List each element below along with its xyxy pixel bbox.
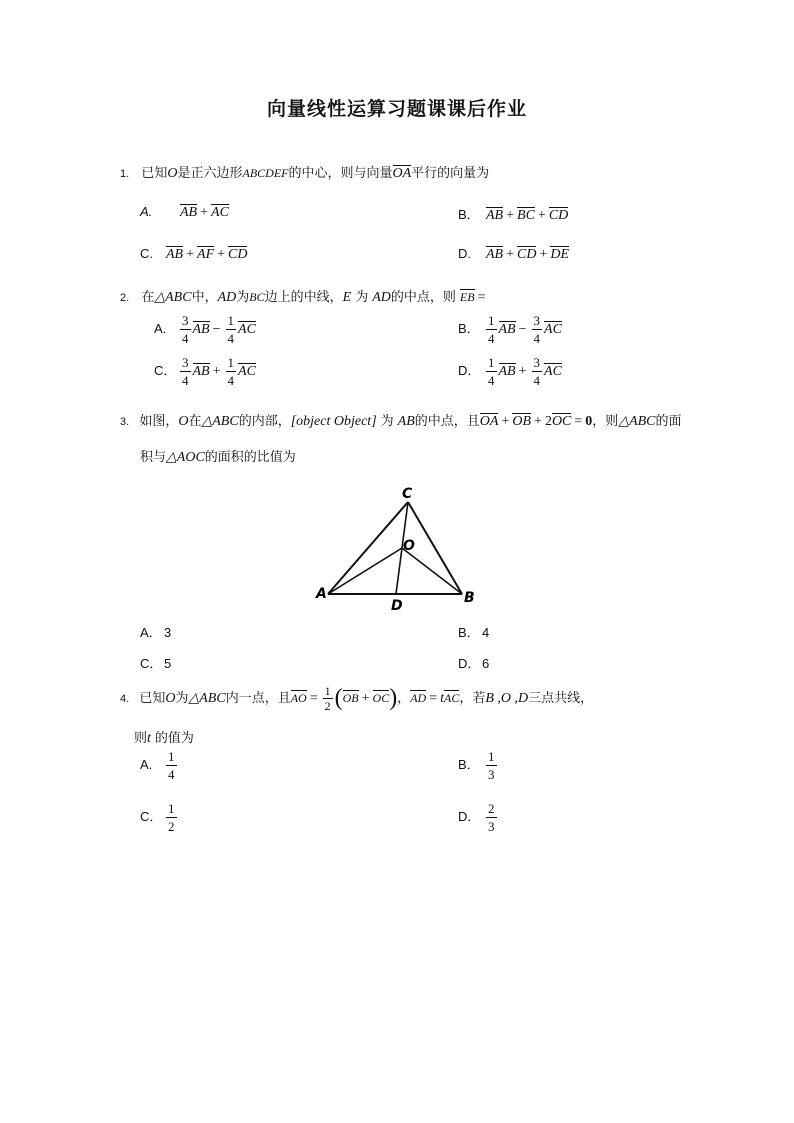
option-label: D． — [458, 656, 481, 671]
fraction — [486, 354, 497, 389]
math-var: B ,O ,D — [485, 691, 529, 706]
option-value: 6 — [482, 656, 490, 671]
left-paren: ( — [334, 685, 343, 711]
denominator: 4 — [168, 767, 175, 782]
vector: AC — [444, 691, 460, 705]
option-label: A. — [154, 321, 167, 336]
math-var: △ABC — [154, 290, 192, 305]
option-label: D． — [458, 363, 481, 378]
segment-ao — [328, 548, 402, 594]
vector: AB — [166, 247, 184, 262]
denominator: 3 — [488, 767, 495, 782]
denominator: 4 — [227, 331, 235, 346]
question-4-stem-line-2 — [134, 727, 194, 747]
vector: AC — [544, 364, 562, 379]
option-label: C. — [140, 246, 153, 261]
stem-text: 已知 — [141, 166, 168, 181]
question-1-option-b — [458, 204, 568, 224]
stem-text: 为 — [175, 691, 189, 706]
fraction — [180, 354, 191, 389]
vector: BC — [517, 208, 535, 223]
fraction — [180, 312, 191, 347]
stem-text: 积与 — [140, 450, 167, 465]
denominator: 4 — [488, 373, 495, 388]
numerator: 1 — [488, 313, 495, 328]
label-point-c: C — [402, 486, 413, 502]
numerator: 1 — [168, 749, 175, 764]
vector: OA — [392, 166, 412, 181]
option-label: B． — [458, 757, 480, 772]
question-1-option-d — [458, 246, 569, 263]
operator: = — [429, 691, 438, 706]
denominator: 4 — [227, 373, 235, 388]
math-var: t — [147, 731, 151, 746]
option-label: A. — [140, 204, 153, 219]
stem-text: 在 — [188, 414, 202, 429]
vector: AC — [544, 322, 562, 337]
numerator: 1 — [488, 355, 495, 370]
vector: AB — [498, 364, 516, 379]
denominator: 2 — [324, 699, 331, 713]
segment-ob — [402, 548, 462, 594]
question-1-stem — [120, 162, 489, 182]
operator: − — [212, 322, 221, 337]
option-value: 4 — [482, 625, 490, 640]
fraction — [486, 748, 497, 783]
option-label: A. — [140, 757, 153, 772]
stem-text: ，则 — [592, 414, 619, 429]
math-var: O — [165, 691, 176, 706]
math-var: O — [167, 166, 178, 181]
math-var: [object Object] — [290, 414, 377, 429]
denominator: 4 — [182, 373, 189, 388]
vector: CD — [517, 247, 537, 262]
operator: = — [574, 414, 583, 429]
option-label: D. — [458, 246, 471, 261]
question-2-stem — [120, 286, 488, 306]
stem-text: 中， — [191, 290, 218, 305]
stem-text: 边上的中线， — [264, 290, 343, 305]
vector: OA — [479, 414, 499, 429]
question-4-option-c — [140, 800, 179, 835]
question-3-option-d — [458, 653, 489, 672]
stem-text: 平行的向量为 — [411, 166, 490, 181]
denominator: 3 — [488, 819, 495, 834]
operator: + — [501, 414, 510, 429]
math-var: △ABC — [201, 414, 239, 429]
option-value: 3 — [164, 625, 172, 640]
triangle-figure — [300, 480, 500, 620]
zero-vector: 0 — [585, 414, 593, 429]
stem-text: 在 — [141, 290, 155, 305]
option-label: B． — [458, 207, 480, 222]
math-var: t — [440, 691, 445, 706]
operator: + — [217, 247, 226, 262]
vector: AB — [498, 322, 516, 337]
vector: AB — [486, 208, 504, 223]
stem-text: 为 — [380, 414, 394, 429]
vector: EB — [459, 290, 475, 304]
vector: OB — [512, 414, 532, 429]
vector: OC — [372, 691, 390, 705]
math-var: BC — [249, 290, 265, 304]
math-var: △ABC — [188, 691, 226, 706]
numerator: 1 — [227, 355, 235, 370]
segment-bc — [408, 502, 462, 594]
option-label: C． — [140, 656, 163, 671]
vector: OC — [551, 414, 572, 429]
question-4-option-b — [458, 748, 499, 783]
math-var: AD — [372, 290, 391, 305]
stem-text: 的中点，则 — [390, 290, 456, 305]
vector: AC — [238, 364, 256, 379]
fraction — [166, 800, 177, 835]
math-var: ABCDEF — [242, 166, 289, 180]
option-value: 5 — [164, 656, 172, 671]
stem-text: 的面积的比值为 — [204, 450, 296, 465]
math-var: AD — [217, 290, 237, 305]
vector: AC — [238, 322, 256, 337]
question-3-option-c — [140, 653, 171, 672]
stem-text: 是正六边形 — [177, 166, 243, 181]
stem-text: 如图， — [139, 414, 179, 429]
stem-text: 为 — [355, 290, 369, 305]
operator: + — [518, 364, 527, 379]
question-3-option-b — [458, 622, 489, 641]
fraction — [486, 800, 497, 835]
question-4-option-a — [140, 748, 179, 783]
vector: AB — [192, 322, 210, 337]
question-number: 3. — [120, 416, 130, 428]
vector: OB — [342, 691, 359, 705]
label-point-b: B — [464, 590, 475, 606]
denominator: 4 — [182, 331, 189, 346]
numerator: 3 — [533, 355, 541, 370]
option-label: D． — [458, 809, 481, 824]
segment-ac — [328, 502, 408, 594]
stem-text: 为 — [236, 290, 250, 305]
denominator: 4 — [488, 331, 495, 346]
math-var: O — [178, 414, 189, 429]
operator: + — [506, 208, 515, 223]
stem-text: ， — [397, 691, 411, 706]
operator: = — [309, 691, 318, 706]
operator: + — [361, 691, 370, 706]
question-3-stem — [120, 410, 682, 430]
stem-text: 已知 — [139, 691, 166, 706]
vector: AF — [197, 247, 215, 262]
right-paren: ) — [389, 685, 398, 711]
numerator: 3 — [182, 355, 189, 370]
question-3-option-a — [140, 622, 171, 641]
operator: + — [539, 247, 548, 262]
fraction — [226, 312, 237, 347]
vector: AD — [410, 691, 427, 705]
operator: = — [477, 290, 486, 305]
denominator: 2 — [168, 819, 175, 834]
stem-text: 的中点，且 — [414, 414, 480, 429]
stem-text: 的内部， — [238, 414, 291, 429]
vector: CD — [228, 247, 248, 262]
fraction — [486, 312, 497, 347]
option-label: C． — [154, 363, 177, 378]
numerator: 1 — [324, 684, 331, 698]
stem-text: 的值为 — [154, 731, 194, 746]
operator: + — [506, 247, 515, 262]
option-label: C． — [140, 809, 163, 824]
fraction — [323, 684, 333, 713]
vector: AB — [192, 364, 210, 379]
numerator: 3 — [533, 313, 541, 328]
question-2-option-b — [458, 312, 562, 347]
operator: + — [534, 414, 542, 429]
stem-text: 的面 — [655, 414, 682, 429]
operator: − — [518, 322, 527, 337]
vector: DE — [550, 247, 570, 262]
label-point-d: D — [391, 598, 403, 614]
fraction — [532, 312, 543, 347]
question-1-option-c — [140, 246, 247, 263]
question-number: 4. — [120, 693, 130, 705]
fraction — [166, 748, 177, 783]
stem-text: 内一点，且 — [225, 691, 291, 706]
fraction — [532, 354, 543, 389]
stem-text: 则 — [134, 731, 148, 746]
numerator: 3 — [182, 313, 189, 328]
vector: CD — [548, 208, 569, 223]
option-label: B． — [458, 321, 480, 336]
math-var: E — [342, 290, 352, 305]
numerator: 1 — [488, 749, 495, 764]
numerator: 1 — [227, 313, 235, 328]
question-1-option-a — [140, 204, 229, 221]
question-4-option-d — [458, 800, 499, 835]
question-4-stem — [120, 684, 593, 713]
vector: AB — [486, 247, 504, 262]
operator: + — [212, 364, 221, 379]
denominator: 4 — [533, 373, 541, 388]
math-var: △ABC — [618, 414, 656, 429]
operator: + — [186, 247, 195, 262]
option-label: B． — [458, 625, 480, 640]
numerator: 1 — [168, 801, 175, 816]
stem-text: ，若 — [459, 691, 486, 706]
question-number: 2. — [120, 292, 130, 304]
question-2-option-c — [154, 354, 256, 389]
fraction — [226, 354, 237, 389]
question-3-stem-line-2 — [140, 446, 296, 466]
numerator: 2 — [488, 801, 495, 816]
label-point-a: A — [316, 586, 327, 602]
stem-text: 的中心，则与向量 — [288, 166, 393, 181]
label-point-o: O — [403, 538, 415, 554]
vector: AO — [290, 691, 307, 705]
vector: AB — [180, 205, 198, 220]
math-var: AB — [397, 414, 415, 429]
operator: + — [200, 205, 209, 220]
vector: AC — [211, 205, 229, 220]
page-title: 向量线性运算习题课课后作业 — [266, 98, 527, 120]
option-label: A． — [140, 625, 162, 640]
question-2-option-a — [154, 312, 256, 347]
question-number: 1. — [120, 168, 130, 180]
stem-text: 三点共线， — [528, 691, 594, 706]
question-2-option-d — [458, 354, 562, 389]
denominator: 4 — [533, 331, 541, 346]
coefficient: 2 — [544, 414, 552, 429]
math-var: △AOC — [166, 450, 205, 465]
operator: + — [537, 208, 546, 223]
